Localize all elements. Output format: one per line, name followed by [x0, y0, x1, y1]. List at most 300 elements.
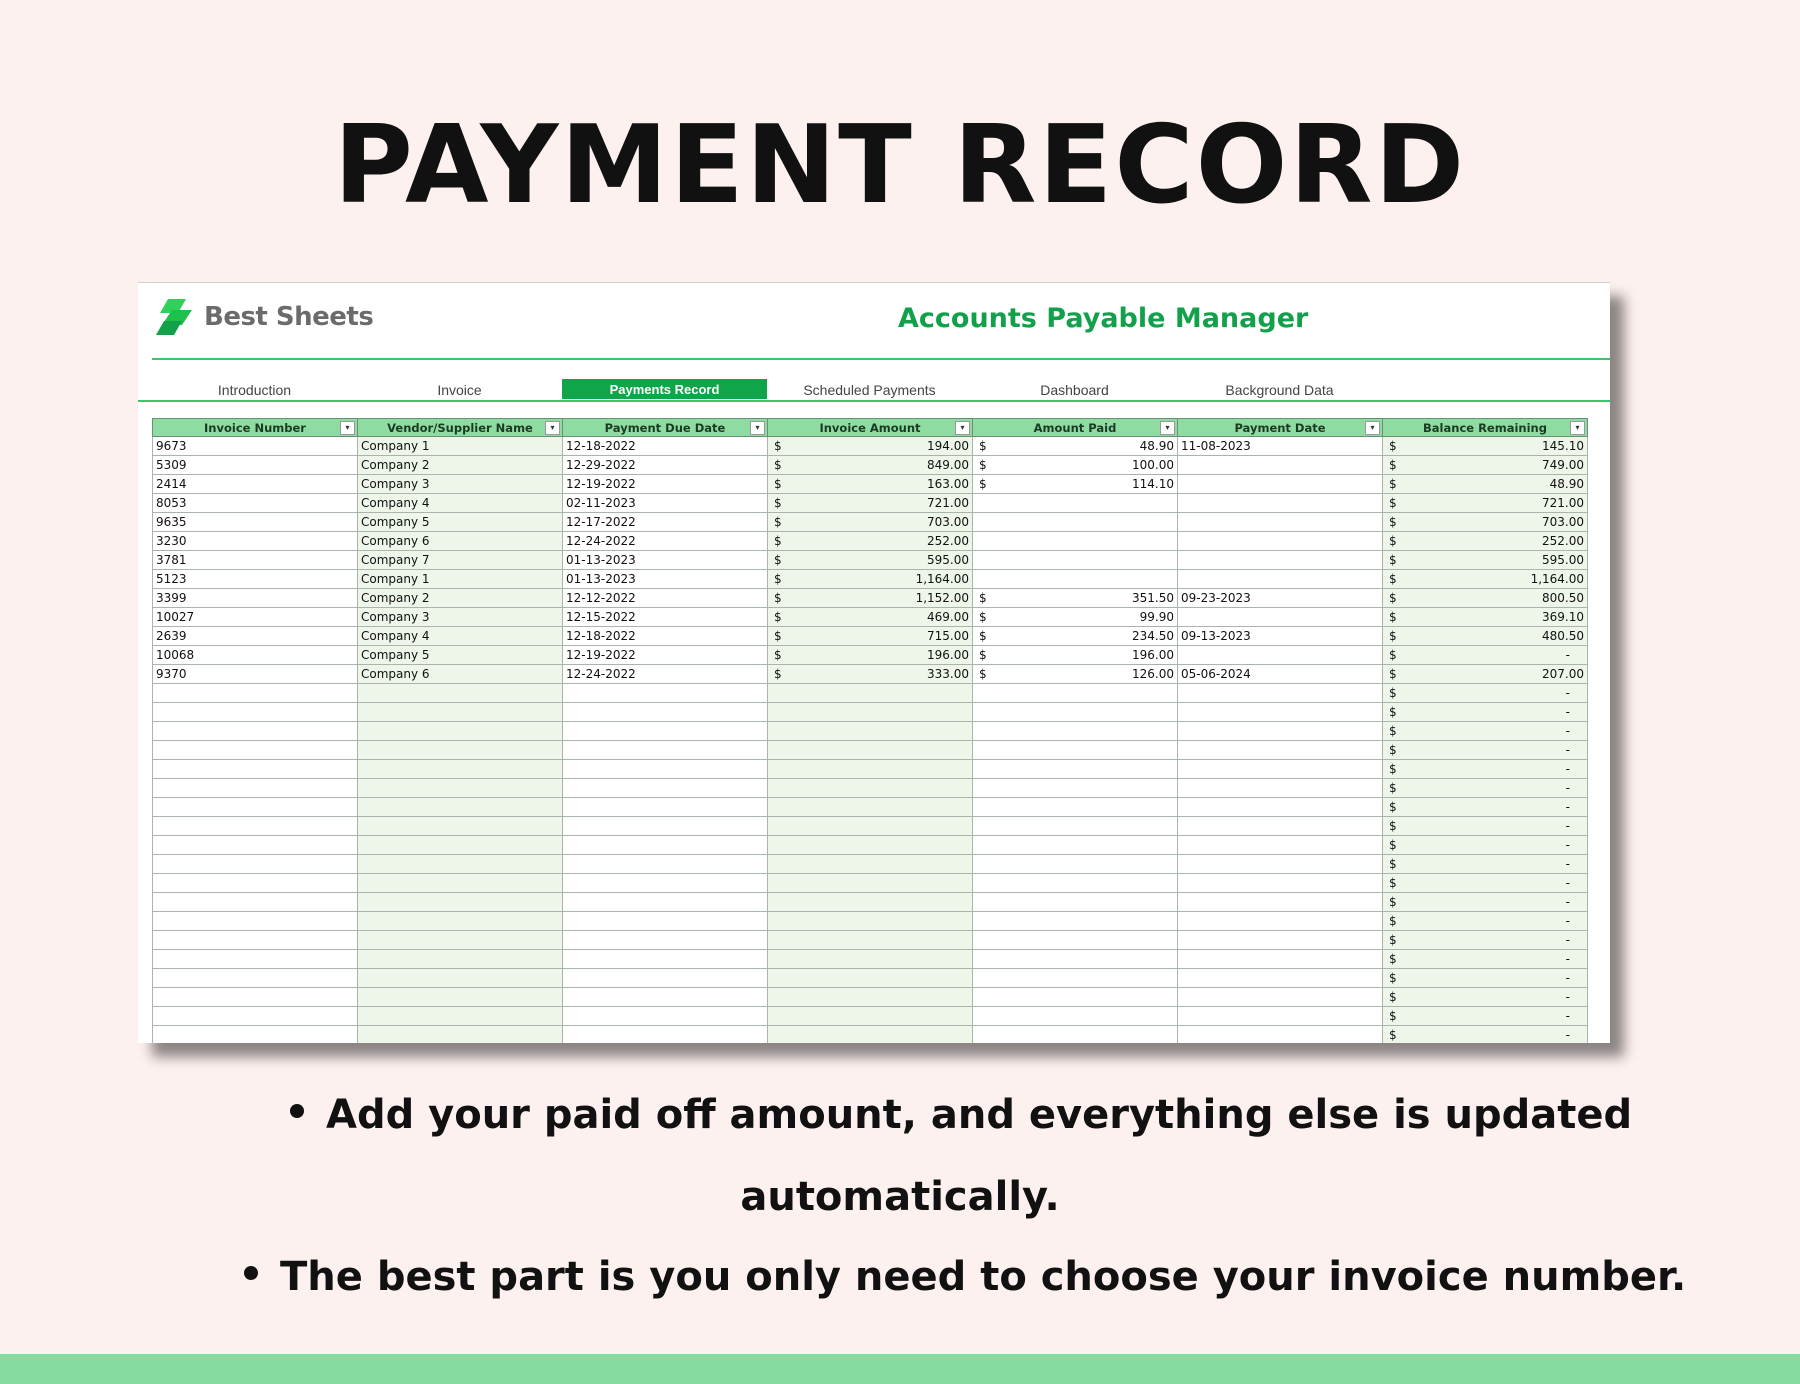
currency-symbol: $: [1389, 781, 1397, 795]
invoice-number-cell[interactable]: [153, 1007, 358, 1026]
tab-invoice[interactable]: Invoice: [437, 382, 482, 398]
invoice-amount-cell[interactable]: [768, 912, 973, 931]
balance-remaining-cell[interactable]: [1383, 874, 1588, 893]
invoice-number-cell[interactable]: 2414: [153, 475, 358, 494]
payment-date-cell[interactable]: 11-08-2023: [1178, 437, 1383, 456]
payment-due-date-cell[interactable]: [563, 969, 768, 988]
invoice-amount-cell[interactable]: [768, 817, 973, 836]
payment-date-cell[interactable]: [1178, 969, 1383, 988]
empty-table-row: [153, 722, 1588, 741]
vendor-name-cell[interactable]: [358, 817, 563, 836]
balance-remaining-cell[interactable]: [1383, 798, 1588, 817]
payment-due-date-cell[interactable]: [563, 779, 768, 798]
invoice-amount-cell[interactable]: [768, 1007, 973, 1026]
payment-date-cell[interactable]: [1178, 931, 1383, 950]
payment-date-cell[interactable]: [1178, 1007, 1383, 1026]
column-header-payment-due-date[interactable]: [563, 419, 768, 437]
payment-due-date-cell[interactable]: [563, 722, 768, 741]
amount-paid-cell[interactable]: [973, 570, 1178, 589]
vendor-name-cell[interactable]: Company 7: [358, 551, 563, 570]
amount-paid-cell[interactable]: [973, 665, 1178, 684]
balance-remaining-cell[interactable]: [1383, 817, 1588, 836]
column-header-invoice-amount[interactable]: [768, 419, 973, 437]
balance-remaining-cell[interactable]: [1383, 627, 1588, 646]
payment-date-cell[interactable]: [1178, 494, 1383, 513]
amount-paid-cell[interactable]: [973, 532, 1178, 551]
empty-table-row: [153, 931, 1588, 950]
empty-table-row: [153, 969, 1588, 988]
vendor-name-cell[interactable]: Company 6: [358, 665, 563, 684]
payment-date-cell[interactable]: [1178, 988, 1383, 1007]
invoice-number-cell[interactable]: 3230: [153, 532, 358, 551]
amount-paid-cell[interactable]: [973, 513, 1178, 532]
payment-date-cell[interactable]: [1178, 703, 1383, 722]
amount-paid-cell[interactable]: [973, 988, 1178, 1007]
balance-remaining-cell[interactable]: [1383, 722, 1588, 741]
invoice-number-cell[interactable]: [153, 798, 358, 817]
currency-symbol: $: [774, 610, 782, 624]
invoice-amount-cell[interactable]: [768, 760, 973, 779]
payment-due-date-cell[interactable]: [563, 988, 768, 1007]
invoice-amount-cell[interactable]: [768, 665, 973, 684]
invoice-amount-cell[interactable]: [768, 494, 973, 513]
amount-paid-cell[interactable]: [973, 589, 1178, 608]
invoice-amount-cell[interactable]: [768, 931, 973, 950]
amount-paid-cell[interactable]: [973, 969, 1178, 988]
payment-date-cell[interactable]: [1178, 475, 1383, 494]
invoice-number-cell[interactable]: 9370: [153, 665, 358, 684]
payment-date-cell[interactable]: [1178, 798, 1383, 817]
vendor-name-cell[interactable]: [358, 950, 563, 969]
balance-remaining-cell[interactable]: [1383, 855, 1588, 874]
invoice-amount-cell[interactable]: [768, 722, 973, 741]
payment-date-cell[interactable]: [1178, 760, 1383, 779]
amount-paid-cell[interactable]: [973, 646, 1178, 665]
cell-value: 849.00: [927, 458, 969, 472]
payment-date-cell[interactable]: [1178, 779, 1383, 798]
payment-date-cell[interactable]: [1178, 684, 1383, 703]
column-header-balance-remaining[interactable]: [1383, 419, 1588, 437]
payment-due-date-cell[interactable]: [563, 1007, 768, 1026]
balance-remaining-cell[interactable]: [1383, 1026, 1588, 1044]
vendor-name-cell[interactable]: [358, 969, 563, 988]
payment-date-cell[interactable]: [1178, 817, 1383, 836]
invoice-amount-cell[interactable]: [768, 475, 973, 494]
filter-dropdown-icon[interactable]: ▾: [750, 421, 765, 435]
balance-remaining-cell[interactable]: [1383, 1007, 1588, 1026]
amount-paid-cell[interactable]: [973, 494, 1178, 513]
balance-remaining-cell[interactable]: [1383, 608, 1588, 627]
payment-date-cell[interactable]: [1178, 912, 1383, 931]
amount-paid-cell[interactable]: [973, 475, 1178, 494]
balance-remaining-cell[interactable]: [1383, 646, 1588, 665]
invoice-number-cell[interactable]: [153, 988, 358, 1007]
vendor-name-cell[interactable]: [358, 931, 563, 950]
vendor-name-cell[interactable]: [358, 988, 563, 1007]
payment-due-date-cell[interactable]: [563, 741, 768, 760]
payment-date-cell[interactable]: [1178, 646, 1383, 665]
balance-remaining-cell[interactable]: [1383, 931, 1588, 950]
cell-value: 163.00: [927, 477, 969, 491]
currency-symbol: $: [1389, 933, 1397, 947]
balance-remaining-cell[interactable]: [1383, 494, 1588, 513]
vendor-name-cell[interactable]: Company 2: [358, 589, 563, 608]
invoice-number-cell[interactable]: [153, 1026, 358, 1044]
payment-due-date-cell[interactable]: 12-18-2022: [563, 627, 768, 646]
cell-value: 703.00: [1542, 515, 1584, 529]
payment-date-cell[interactable]: [1178, 1026, 1383, 1044]
amount-paid-cell[interactable]: [973, 950, 1178, 969]
invoice-amount-cell[interactable]: [768, 551, 973, 570]
vendor-name-cell[interactable]: [358, 874, 563, 893]
balance-remaining-cell[interactable]: [1383, 760, 1588, 779]
vendor-name-cell[interactable]: [358, 1026, 563, 1044]
currency-symbol: $: [1389, 477, 1397, 491]
invoice-amount-cell[interactable]: [768, 950, 973, 969]
payment-due-date-cell[interactable]: 01-13-2023: [563, 570, 768, 589]
invoice-amount-cell[interactable]: [768, 988, 973, 1007]
tab-scheduled-payments[interactable]: Scheduled Payments: [803, 382, 936, 398]
payment-due-date-cell[interactable]: 12-12-2022: [563, 589, 768, 608]
cell-value: -: [1565, 1028, 1570, 1042]
invoice-amount-cell[interactable]: [768, 703, 973, 722]
payment-date-cell[interactable]: [1178, 513, 1383, 532]
empty-table-row: [153, 798, 1588, 817]
invoice-number-cell[interactable]: 9673: [153, 437, 358, 456]
amount-paid-cell[interactable]: [973, 741, 1178, 760]
vendor-name-cell[interactable]: [358, 684, 563, 703]
payment-date-cell[interactable]: [1178, 836, 1383, 855]
payment-due-date-cell[interactable]: 12-24-2022: [563, 665, 768, 684]
amount-paid-cell[interactable]: [973, 760, 1178, 779]
currency-symbol: $: [1389, 496, 1397, 510]
balance-remaining-cell[interactable]: [1383, 551, 1588, 570]
invoice-number-cell[interactable]: [153, 722, 358, 741]
tab-payments-record[interactable]: Payments Record: [562, 379, 767, 399]
tab-dashboard[interactable]: Dashboard: [1040, 382, 1109, 398]
bullet-dot-icon: [244, 1266, 258, 1280]
header-divider: [152, 358, 1610, 360]
currency-symbol: $: [774, 629, 782, 643]
invoice-number-cell[interactable]: [153, 836, 358, 855]
balance-remaining-cell[interactable]: [1383, 950, 1588, 969]
invoice-number-cell[interactable]: [153, 874, 358, 893]
filter-dropdown-icon[interactable]: ▾: [545, 421, 560, 435]
payment-due-date-cell[interactable]: 12-19-2022: [563, 475, 768, 494]
filter-dropdown-icon[interactable]: ▾: [1160, 421, 1175, 435]
empty-table-row: [153, 893, 1588, 912]
payment-due-date-cell[interactable]: 12-29-2022: [563, 456, 768, 475]
currency-symbol: $: [1389, 591, 1397, 605]
payment-due-date-cell[interactable]: 12-24-2022: [563, 532, 768, 551]
invoice-amount-cell[interactable]: [768, 969, 973, 988]
amount-paid-cell[interactable]: [973, 456, 1178, 475]
sheet-tabs: [152, 379, 1382, 399]
payment-due-date-cell[interactable]: [563, 760, 768, 779]
amount-paid-cell[interactable]: [973, 1007, 1178, 1026]
amount-paid-cell[interactable]: [973, 551, 1178, 570]
cell-value: -: [1565, 648, 1570, 662]
empty-table-row: [153, 1026, 1588, 1044]
vendor-name-cell[interactable]: [358, 760, 563, 779]
balance-remaining-cell[interactable]: [1383, 703, 1588, 722]
amount-paid-cell[interactable]: [973, 836, 1178, 855]
filter-dropdown-icon[interactable]: ▾: [1570, 421, 1585, 435]
currency-symbol: $: [1389, 914, 1397, 928]
cell-value: 252.00: [927, 534, 969, 548]
invoice-amount-cell[interactable]: [768, 798, 973, 817]
vendor-name-cell[interactable]: [358, 836, 563, 855]
balance-remaining-cell[interactable]: [1383, 779, 1588, 798]
invoice-number-cell[interactable]: 9635: [153, 513, 358, 532]
currency-symbol: $: [1389, 705, 1397, 719]
cell-value: 126.00: [1132, 667, 1174, 681]
cell-value: 703.00: [927, 515, 969, 529]
invoice-amount-cell[interactable]: [768, 893, 973, 912]
currency-symbol: $: [774, 439, 782, 453]
invoice-number-cell[interactable]: [153, 684, 358, 703]
invoice-number-cell[interactable]: [153, 950, 358, 969]
payment-date-cell[interactable]: [1178, 456, 1383, 475]
vendor-name-cell[interactable]: [358, 779, 563, 798]
cell-value: 1,164.00: [915, 572, 969, 586]
balance-remaining-cell[interactable]: [1383, 741, 1588, 760]
balance-remaining-cell[interactable]: [1383, 893, 1588, 912]
payment-due-date-cell[interactable]: [563, 703, 768, 722]
balance-remaining-cell[interactable]: [1383, 836, 1588, 855]
payment-date-cell[interactable]: [1178, 893, 1383, 912]
vendor-name-cell[interactable]: Company 5: [358, 646, 563, 665]
table-row: [153, 494, 1588, 513]
invoice-amount-cell[interactable]: [768, 437, 973, 456]
vendor-name-cell[interactable]: [358, 912, 563, 931]
column-header-amount-paid[interactable]: [973, 419, 1178, 437]
payment-date-cell[interactable]: [1178, 551, 1383, 570]
bullet-item: [290, 1092, 1632, 1138]
payment-date-cell[interactable]: [1178, 570, 1383, 589]
invoice-number-cell[interactable]: 5123: [153, 570, 358, 589]
table-row: [153, 475, 1588, 494]
vendor-name-cell[interactable]: Company 1: [358, 570, 563, 589]
payment-due-date-cell[interactable]: [563, 950, 768, 969]
amount-paid-cell[interactable]: [973, 855, 1178, 874]
cell-value: -: [1565, 895, 1570, 909]
invoice-number-cell[interactable]: [153, 817, 358, 836]
invoice-amount-cell[interactable]: [768, 608, 973, 627]
balance-remaining-cell[interactable]: [1383, 684, 1588, 703]
balance-remaining-cell[interactable]: [1383, 912, 1588, 931]
amount-paid-cell[interactable]: [973, 608, 1178, 627]
payment-due-date-cell[interactable]: 01-13-2023: [563, 551, 768, 570]
invoice-number-cell[interactable]: [153, 741, 358, 760]
payment-due-date-cell[interactable]: [563, 912, 768, 931]
payment-due-date-cell[interactable]: [563, 855, 768, 874]
cell-value: 48.90: [1139, 439, 1174, 453]
payment-date-cell[interactable]: [1178, 532, 1383, 551]
invoice-number-cell[interactable]: 10027: [153, 608, 358, 627]
amount-paid-cell[interactable]: [973, 437, 1178, 456]
currency-symbol: $: [774, 667, 782, 681]
vendor-name-cell[interactable]: Company 3: [358, 608, 563, 627]
cell-value: 234.50: [1132, 629, 1174, 643]
payment-date-cell[interactable]: 09-23-2023: [1178, 589, 1383, 608]
amount-paid-cell[interactable]: [973, 931, 1178, 950]
invoice-number-cell[interactable]: [153, 893, 358, 912]
cell-value: -: [1565, 819, 1570, 833]
payment-due-date-cell[interactable]: [563, 836, 768, 855]
invoice-amount-cell[interactable]: [768, 513, 973, 532]
payment-due-date-cell[interactable]: [563, 931, 768, 950]
invoice-number-cell[interactable]: [153, 760, 358, 779]
vendor-name-cell[interactable]: Company 5: [358, 513, 563, 532]
invoice-number-cell[interactable]: [153, 969, 358, 988]
cell-value: 114.10: [1132, 477, 1174, 491]
invoice-amount-cell[interactable]: [768, 589, 973, 608]
currency-symbol: $: [774, 458, 782, 472]
amount-paid-cell[interactable]: [973, 722, 1178, 741]
payment-date-cell[interactable]: [1178, 950, 1383, 969]
balance-remaining-cell[interactable]: [1383, 665, 1588, 684]
table-row: [153, 627, 1588, 646]
invoice-amount-cell[interactable]: [768, 646, 973, 665]
invoice-number-cell[interactable]: [153, 779, 358, 798]
currency-symbol: $: [979, 477, 987, 491]
vendor-name-cell[interactable]: Company 4: [358, 494, 563, 513]
invoice-amount-cell[interactable]: [768, 627, 973, 646]
vendor-name-cell[interactable]: Company 6: [358, 532, 563, 551]
cell-value: 196.00: [1132, 648, 1174, 662]
payment-due-date-cell[interactable]: [563, 817, 768, 836]
invoice-number-cell[interactable]: 3399: [153, 589, 358, 608]
amount-paid-cell[interactable]: [973, 684, 1178, 703]
payment-due-date-cell[interactable]: 12-19-2022: [563, 646, 768, 665]
payment-due-date-cell[interactable]: [563, 874, 768, 893]
payment-date-cell[interactable]: [1178, 722, 1383, 741]
balance-remaining-cell[interactable]: [1383, 988, 1588, 1007]
cell-value: 800.50: [1542, 591, 1584, 605]
amount-paid-cell[interactable]: [973, 912, 1178, 931]
balance-remaining-cell[interactable]: [1383, 589, 1588, 608]
payment-due-date-cell[interactable]: [563, 684, 768, 703]
invoice-number-cell[interactable]: [153, 912, 358, 931]
payment-date-cell[interactable]: [1178, 741, 1383, 760]
payment-due-date-cell[interactable]: [563, 798, 768, 817]
vendor-name-cell[interactable]: Company 2: [358, 456, 563, 475]
invoice-amount-cell[interactable]: [768, 570, 973, 589]
cell-value: 1,164.00: [1530, 572, 1584, 586]
invoice-number-cell[interactable]: 3781: [153, 551, 358, 570]
vendor-name-cell[interactable]: [358, 722, 563, 741]
currency-symbol: $: [774, 477, 782, 491]
payment-due-date-cell[interactable]: 12-18-2022: [563, 437, 768, 456]
payment-due-date-cell[interactable]: 02-11-2023: [563, 494, 768, 513]
column-header-vendor-name[interactable]: [358, 419, 563, 437]
payment-due-date-cell[interactable]: 12-17-2022: [563, 513, 768, 532]
vendor-name-cell[interactable]: [358, 741, 563, 760]
payment-date-cell[interactable]: [1178, 855, 1383, 874]
vendor-name-cell[interactable]: Company 1: [358, 437, 563, 456]
column-header-invoice-number[interactable]: [153, 419, 358, 437]
balance-remaining-cell[interactable]: [1383, 475, 1588, 494]
vendor-name-cell[interactable]: [358, 855, 563, 874]
filter-dropdown-icon[interactable]: ▾: [1365, 421, 1380, 435]
balance-remaining-cell[interactable]: [1383, 969, 1588, 988]
tab-introduction[interactable]: Introduction: [217, 382, 292, 398]
amount-paid-cell[interactable]: [973, 874, 1178, 893]
vendor-name-cell[interactable]: Company 4: [358, 627, 563, 646]
payment-due-date-cell[interactable]: [563, 893, 768, 912]
payment-date-cell[interactable]: 05-06-2024: [1178, 665, 1383, 684]
invoice-number-cell[interactable]: [153, 931, 358, 950]
invoice-number-cell[interactable]: 5309: [153, 456, 358, 475]
currency-symbol: $: [1389, 458, 1397, 472]
cell-value: -: [1565, 1009, 1570, 1023]
balance-remaining-cell[interactable]: [1383, 532, 1588, 551]
invoice-number-cell[interactable]: [153, 703, 358, 722]
amount-paid-cell[interactable]: [973, 703, 1178, 722]
balance-remaining-cell[interactable]: [1383, 570, 1588, 589]
currency-symbol: $: [1389, 629, 1397, 643]
balance-remaining-cell[interactable]: [1383, 513, 1588, 532]
invoice-amount-cell[interactable]: [768, 741, 973, 760]
brand-name: Best Sheets: [204, 302, 374, 332]
invoice-number-cell[interactable]: 2639: [153, 627, 358, 646]
balance-remaining-cell[interactable]: [1383, 456, 1588, 475]
invoice-amount-cell[interactable]: [768, 779, 973, 798]
invoice-amount-cell[interactable]: [768, 836, 973, 855]
amount-paid-cell[interactable]: [973, 817, 1178, 836]
invoice-amount-cell[interactable]: [768, 684, 973, 703]
currency-symbol: $: [1389, 800, 1397, 814]
amount-paid-cell[interactable]: [973, 798, 1178, 817]
cell-value: -: [1565, 743, 1570, 757]
table-row: [153, 532, 1588, 551]
vendor-name-cell[interactable]: Company 3: [358, 475, 563, 494]
amount-paid-cell[interactable]: [973, 893, 1178, 912]
column-header-label: Balance Remaining: [1423, 420, 1547, 435]
payment-due-date-cell[interactable]: [563, 1026, 768, 1044]
tab-background-data[interactable]: Background Data: [1225, 382, 1334, 398]
payment-due-date-cell[interactable]: 12-15-2022: [563, 608, 768, 627]
vendor-name-cell[interactable]: [358, 798, 563, 817]
invoice-number-cell[interactable]: 8053: [153, 494, 358, 513]
amount-paid-cell[interactable]: [973, 627, 1178, 646]
balance-remaining-cell[interactable]: [1383, 437, 1588, 456]
payment-date-cell[interactable]: 09-13-2023: [1178, 627, 1383, 646]
column-header-payment-date[interactable]: [1178, 419, 1383, 437]
invoice-amount-cell[interactable]: [768, 855, 973, 874]
invoice-amount-cell[interactable]: [768, 456, 973, 475]
payment-date-cell[interactable]: [1178, 608, 1383, 627]
invoice-amount-cell[interactable]: [768, 532, 973, 551]
vendor-name-cell[interactable]: [358, 893, 563, 912]
payment-date-cell[interactable]: [1178, 874, 1383, 893]
amount-paid-cell[interactable]: [973, 779, 1178, 798]
vendor-name-cell[interactable]: [358, 703, 563, 722]
currency-symbol: $: [1389, 534, 1397, 548]
invoice-number-cell[interactable]: [153, 855, 358, 874]
filter-dropdown-icon[interactable]: ▾: [340, 421, 355, 435]
cell-value: 333.00: [927, 667, 969, 681]
invoice-amount-cell[interactable]: [768, 874, 973, 893]
filter-dropdown-icon[interactable]: ▾: [955, 421, 970, 435]
cell-value: 721.00: [927, 496, 969, 510]
vendor-name-cell[interactable]: [358, 1007, 563, 1026]
brand: [154, 297, 373, 337]
amount-paid-cell[interactable]: [973, 1026, 1178, 1044]
invoice-number-cell[interactable]: 10068: [153, 646, 358, 665]
invoice-amount-cell[interactable]: [768, 1026, 973, 1044]
